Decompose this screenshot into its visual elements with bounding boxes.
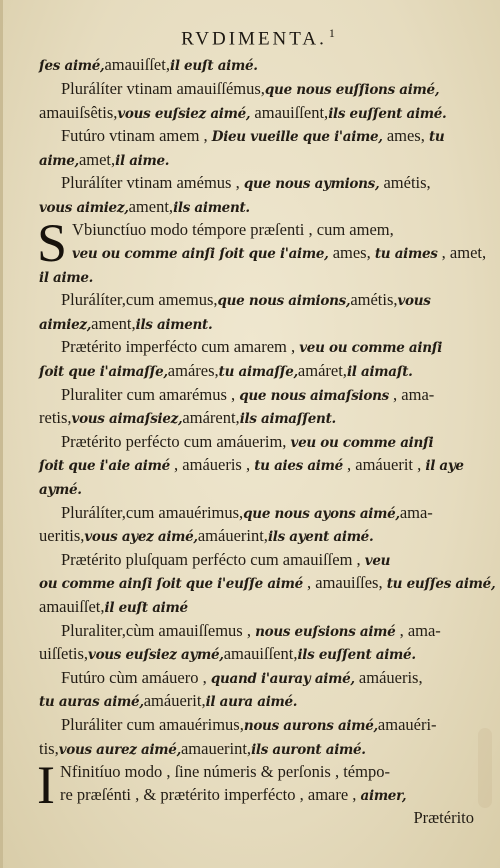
french-gloss: il aime.	[115, 152, 170, 169]
french-gloss: vous euſsiez aimé,	[117, 105, 251, 122]
text-line	[39, 242, 487, 266]
latin-text: Plurálíter vtinam amauiſſémus,	[61, 78, 265, 98]
latin-text: re præſénti , & prætérito imperfécto , amare ,	[59, 784, 361, 804]
french-gloss: ils auront aimé.	[251, 741, 366, 758]
text-line	[39, 667, 480, 691]
text-line	[39, 54, 480, 78]
latin-text: Futúro cùm amáuero ,	[61, 667, 211, 687]
text-line	[39, 125, 480, 149]
text-line	[39, 454, 480, 478]
french-gloss: veu ou comme ainſi	[290, 434, 434, 451]
latin-text: amétis,	[350, 290, 398, 310]
latin-text: Futúro vtinam amem ,	[61, 126, 212, 146]
french-gloss: ſoit que i'aimaſſe,	[39, 364, 168, 381]
french-gloss: ou comme ainſi ſoit que i'euſſe aimé	[39, 576, 303, 593]
french-gloss: aime,	[39, 152, 79, 169]
french-gloss: ils euſſent aimé.	[328, 105, 447, 122]
latin-text: ament,	[91, 313, 136, 333]
french-gloss: que nous euſſions aimé,	[264, 81, 440, 98]
french-gloss: il euſt aimé.	[169, 58, 258, 75]
latin-text: amáres,	[167, 361, 219, 381]
french-gloss: tu aies aimé	[254, 458, 343, 475]
text-line	[39, 172, 480, 196]
text-line	[39, 478, 480, 502]
french-gloss: vous	[397, 293, 431, 310]
latin-text: amárent,	[182, 408, 240, 428]
latin-text: amáret,	[297, 361, 347, 381]
infinitive-block-lines	[37, 755, 480, 816]
french-gloss: aimiez,	[39, 316, 92, 333]
text-line	[39, 219, 480, 242]
french-gloss: veu ou comme ainſi ſoit que i'aime,	[72, 246, 329, 263]
french-gloss: vous aimaſsiez,	[71, 411, 183, 428]
text-line	[39, 690, 480, 714]
text-line	[39, 431, 480, 455]
french-gloss: ils ayent aimé.	[267, 529, 374, 546]
latin-text: amáuerit,	[143, 691, 206, 711]
subjunctive-block-tail	[39, 266, 480, 290]
latin-text: Prætérito perfécto cum amáuerim,	[61, 431, 291, 451]
latin-text: Plurálíter vtinam amémus ,	[61, 173, 244, 193]
latin-text: ueritis,	[39, 526, 85, 546]
latin-text: retis,	[39, 408, 72, 428]
text-line	[39, 784, 480, 808]
french-gloss: que nous aimions,	[217, 293, 351, 310]
text-line	[39, 102, 480, 126]
text-line	[39, 572, 496, 596]
text-line	[39, 149, 480, 173]
latin-text: amauiſſet,	[39, 596, 105, 616]
latin-text: amauiſſent,	[223, 644, 298, 664]
text-line	[39, 360, 480, 384]
latin-text: , amáueris ,	[169, 455, 255, 475]
page-stain	[478, 728, 492, 808]
french-gloss: Dieu vueille que i'aime,	[211, 129, 383, 146]
french-gloss: ils euſſent aimé.	[297, 647, 416, 664]
latin-text: amet,	[78, 149, 116, 169]
catchword: Prætérito	[413, 808, 474, 828]
french-gloss: ſes aimé,	[39, 58, 105, 75]
latin-text: ames,	[328, 243, 375, 263]
latin-text: Prætérito pluſquam perfécto cum amauiſſem ,	[61, 549, 365, 569]
header-mark: 1	[328, 26, 338, 40]
text-line	[39, 266, 480, 290]
french-gloss: il euſt aimé	[104, 599, 188, 616]
text-line	[39, 738, 480, 762]
text-line	[39, 313, 480, 337]
latin-text: amétis,	[379, 173, 431, 193]
latin-text: , amauiſſes,	[302, 573, 387, 593]
french-gloss: tu euſſes aimé,	[386, 576, 496, 593]
latin-text: Plurálíter,cum amemus,	[61, 290, 218, 310]
latin-text: ames,	[382, 126, 429, 146]
latin-text: , amet,	[437, 243, 487, 263]
latin-text: amáuerint,	[197, 526, 268, 546]
latin-text: amauiſſent,	[250, 102, 329, 122]
latin-text: Prætérito imperfécto cum amarem ,	[61, 337, 300, 357]
latin-text: amauerint,	[180, 738, 252, 758]
french-gloss: tu auras aimé,	[39, 694, 144, 711]
french-gloss: nous aurons aimé,	[243, 717, 378, 734]
french-gloss: vous aimiez,	[39, 199, 129, 216]
french-gloss: vous ayez aimé,	[84, 529, 198, 546]
infinitive-block	[37, 755, 480, 816]
french-gloss: aimer,	[360, 787, 407, 804]
latin-text: , amáuerit ,	[342, 455, 426, 475]
text-line	[39, 78, 480, 102]
latin-text: Plurálíter,cum amauérimus,	[61, 502, 244, 522]
text-line	[39, 407, 480, 431]
french-gloss: quand i'auray aimé,	[210, 670, 355, 687]
text-body	[37, 54, 496, 830]
latin-text: Pluraliter,cùm amauiſſemus ,	[61, 620, 256, 640]
text-group-1	[39, 54, 480, 219]
french-gloss: il aye	[425, 458, 464, 475]
running-header	[39, 26, 480, 50]
french-gloss: que nous aymions,	[243, 176, 380, 193]
french-gloss: vous euſsiez aymé,	[88, 647, 224, 664]
latin-text: Vbiunctíuo modo témpore præſenti , cum amem,	[72, 220, 394, 240]
text-line	[39, 620, 480, 644]
latin-text: ament,	[128, 196, 174, 216]
latin-text: ama-	[399, 502, 433, 522]
header-title: RVDIMENTA.	[181, 28, 327, 50]
french-gloss: ils aiment.	[135, 316, 213, 333]
text-line	[39, 525, 480, 549]
french-gloss: nous euſsions aimé	[255, 623, 396, 640]
text-line	[39, 196, 480, 220]
french-gloss: veu	[364, 552, 391, 569]
french-gloss: il aimaſt.	[346, 364, 413, 381]
french-gloss: ſoit que i'aie aimé	[39, 458, 170, 475]
drop-cap-s: S	[37, 213, 68, 274]
latin-text: , ama-	[388, 384, 435, 404]
latin-text: , ama-	[395, 620, 441, 640]
text-group-2	[39, 289, 496, 761]
text-line	[39, 643, 480, 667]
french-gloss: que nous ayons aimé,	[243, 505, 400, 522]
latin-text: tis,	[39, 738, 59, 758]
latin-text: uiſſetis,	[39, 644, 89, 664]
french-gloss: il aura aimé.	[205, 694, 298, 711]
text-line	[39, 761, 480, 784]
french-gloss: que nous aimaſsions	[239, 387, 389, 404]
latin-text: amáueris,	[354, 667, 423, 687]
latin-text: amauéri-	[377, 714, 437, 734]
french-gloss: ils aimaſſent.	[239, 411, 336, 428]
text-line	[39, 289, 480, 313]
text-line	[39, 384, 480, 408]
text-line	[39, 502, 480, 526]
french-gloss: tu aimaſſe,	[218, 364, 298, 381]
french-gloss: il aime.	[39, 269, 94, 286]
subjunctive-block-lines	[37, 213, 487, 274]
french-gloss: tu	[428, 129, 445, 146]
latin-text: Pluráliter cum amauérimus,	[61, 714, 244, 734]
french-gloss: aymé.	[39, 482, 82, 499]
french-gloss: ils aiment.	[173, 199, 250, 216]
text-line	[39, 596, 480, 620]
french-gloss: vous aurez aimé,	[58, 741, 181, 758]
french-gloss: tu aimes	[374, 246, 438, 263]
latin-text: amauiſſet,	[104, 55, 170, 75]
text-line	[39, 549, 480, 573]
text-line	[39, 714, 480, 738]
latin-text: amauiſsêtis,	[39, 102, 118, 122]
drop-cap-i: I	[37, 755, 55, 816]
text-line	[39, 336, 480, 360]
latin-text: Pluraliter cum amarémus ,	[61, 384, 240, 404]
latin-text: Nfinitíuo modo , ſine númeris & perſonis , témpo-	[59, 762, 390, 782]
subjunctive-block	[37, 213, 487, 274]
french-gloss: veu ou comme ainſi	[299, 340, 443, 357]
